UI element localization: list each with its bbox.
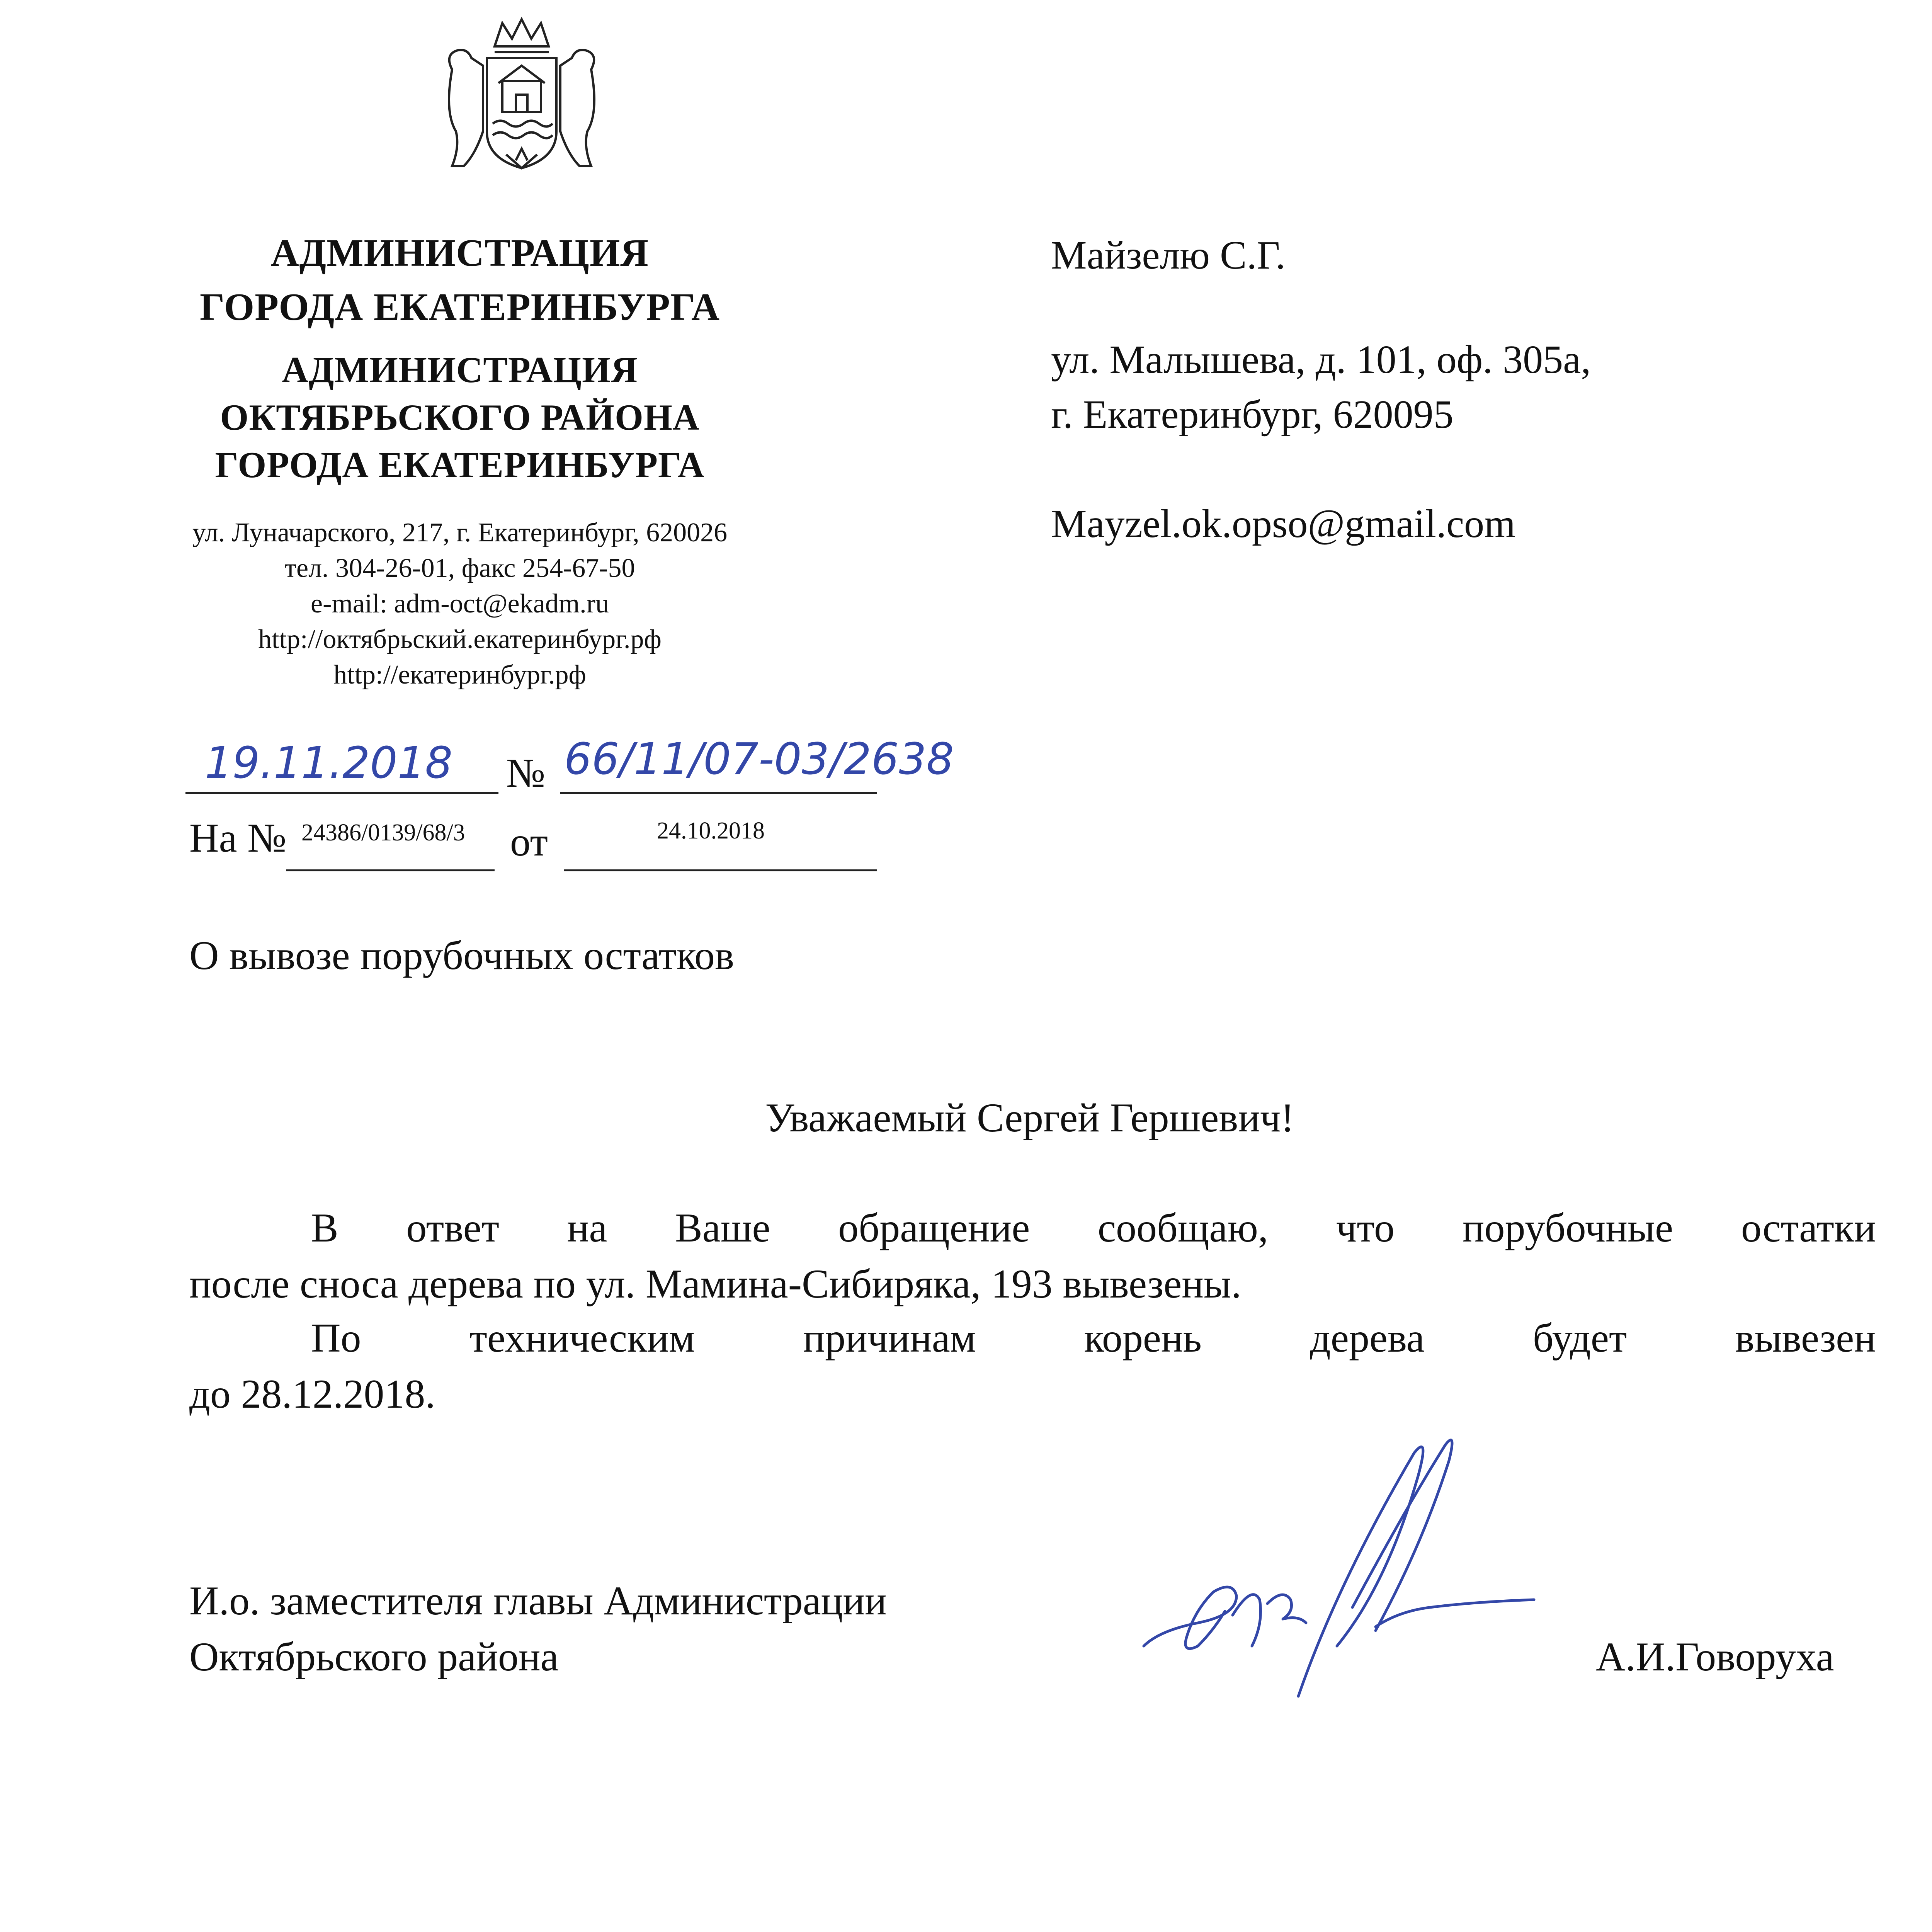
- paragraph2-line2: до 28.12.2018.: [189, 1371, 435, 1417]
- reference-label: На №: [189, 815, 287, 861]
- handwritten-signature: [1136, 1430, 1538, 1708]
- org-title-line1: АДМИНИСТРАЦИЯ: [270, 231, 649, 274]
- signatory-title-line1: И.о. заместителя главы Администрации: [189, 1578, 887, 1623]
- reference-date: 24.10.2018: [657, 818, 765, 844]
- registration-date: 19.11.2018: [205, 738, 453, 788]
- recipient-name: Майзелю С.Г.: [1051, 233, 1286, 277]
- reference-number: 24386/0139/68/3: [301, 820, 465, 846]
- dept-title-line2: ОКТЯБРЬСКОГО РАЙОНА: [220, 397, 700, 438]
- paragraph1-line1: В ответ на Ваше обращение сообщаю, что порубочные остатки: [311, 1205, 1876, 1250]
- date-underline: [185, 792, 498, 794]
- dept-title-line3: ГОРОДА ЕКАТЕРИНБУРГА: [215, 444, 705, 485]
- org-title-line2: ГОРОДА ЕКАТЕРИНБУРГА: [199, 285, 720, 328]
- recipient-email: Mayzel.ok.opso@gmail.com: [1051, 502, 1515, 546]
- reference-date-underline: [564, 869, 877, 871]
- recipient-address-line1: ул. Малышева, д. 101, оф. 305а,: [1051, 337, 1591, 382]
- signatory-name: А.И.Говоруха: [1596, 1634, 1834, 1679]
- signatory-title-line2: Октябрьского района: [189, 1634, 559, 1679]
- paragraph2-line1: По техническим причинам корень дерева будет вывезен: [311, 1315, 1876, 1361]
- dept-title-line1: АДМИНИСТРАЦИЯ: [282, 349, 638, 390]
- registration-number: 66/11/07-03/2638: [564, 734, 954, 784]
- contact-address: ул. Луначарского, 217, г. Екатеринбург, 620026: [192, 518, 728, 548]
- number-label: №: [506, 750, 546, 796]
- contact-phone: тел. 304-26-01, факс 254-67-50: [284, 553, 635, 583]
- greeting: Уважаемый Сергей Гершевич!: [765, 1095, 1294, 1140]
- contact-website-city: http://екатеринбург.рф: [333, 660, 586, 690]
- recipient-address-line2: г. Екатеринбург, 620095: [1051, 392, 1454, 437]
- contact-email: e-mail: adm-oct@ekadm.ru: [311, 589, 609, 619]
- reference-underline: [286, 869, 495, 871]
- coat-of-arms-emblem: [429, 15, 614, 178]
- number-underline: [560, 792, 877, 794]
- contact-website-district: http://октябрьский.екатеринбург.рф: [258, 624, 662, 654]
- paragraph1-line2: после сноса дерева по ул. Мамина-Сибиряка, 193 вывезены.: [189, 1261, 1242, 1306]
- from-label: от: [510, 819, 548, 864]
- subject-line: О вывозе порубочных остатков: [189, 933, 735, 978]
